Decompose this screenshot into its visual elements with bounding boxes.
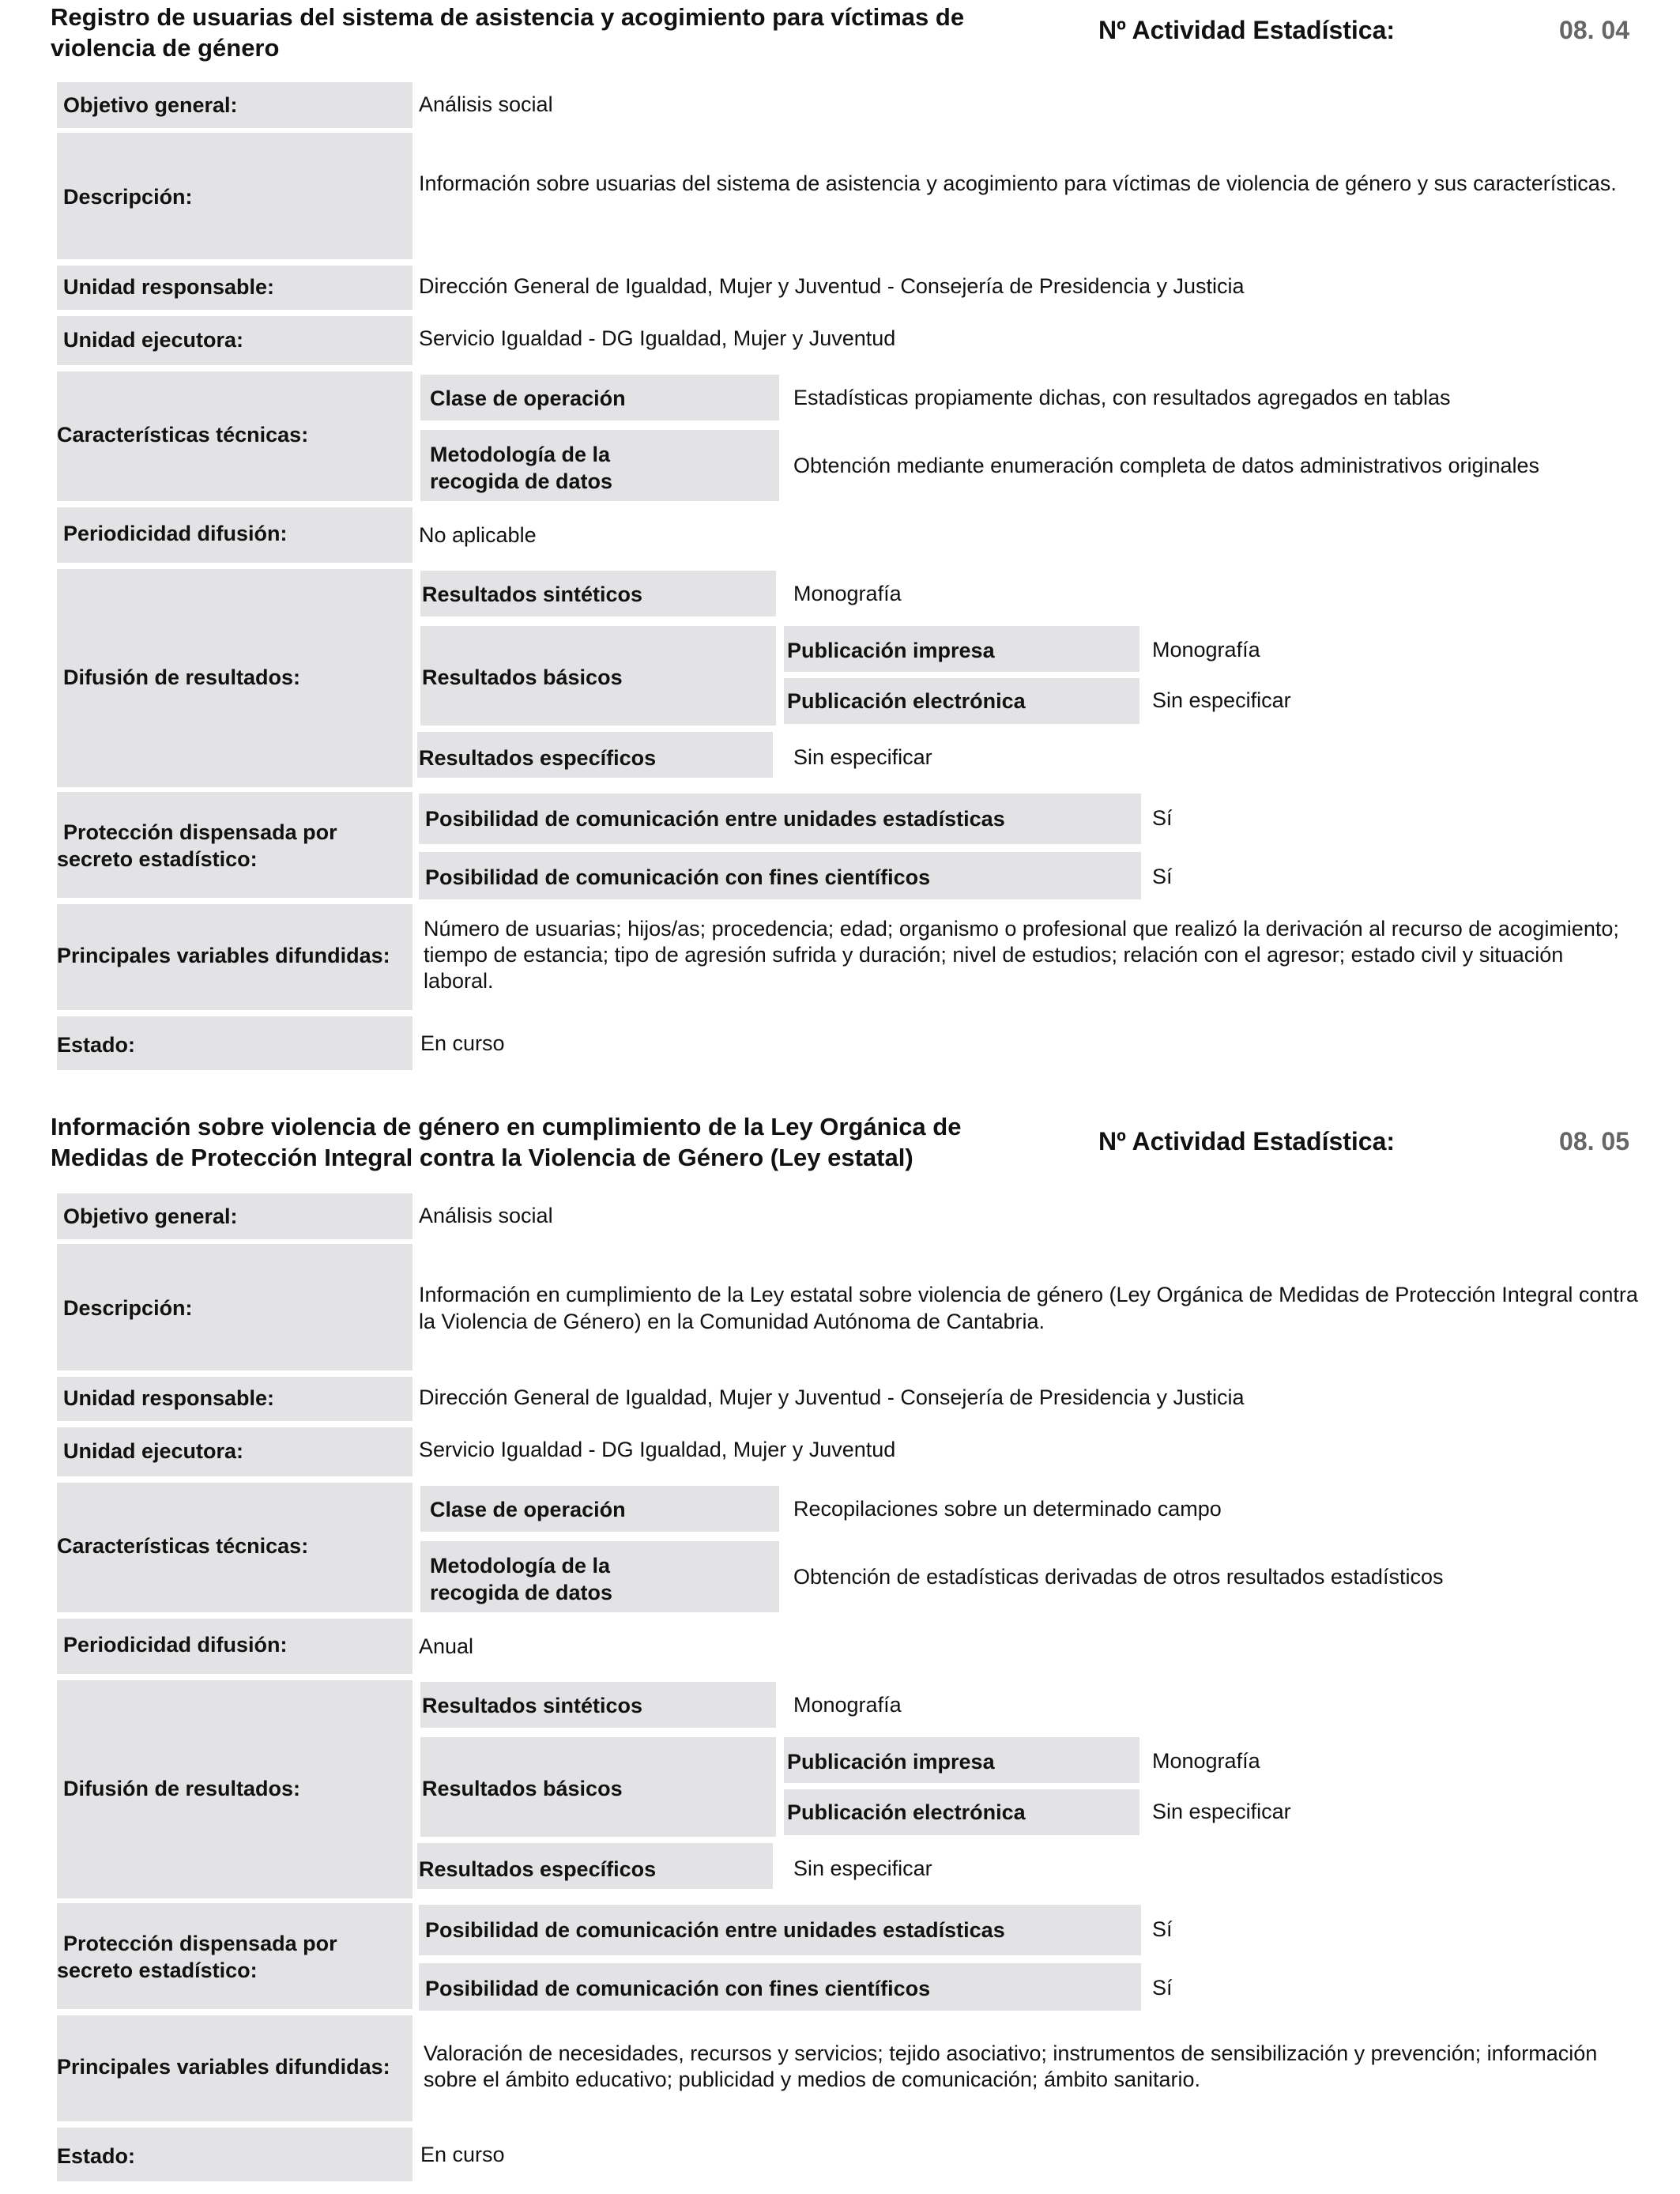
metodologia-value: Obtención mediante enumeración completa de datos administrativos originales xyxy=(793,454,1540,477)
metodologia-value: Obtención de estadísticas derivadas de otros resultados estadísticos xyxy=(793,1565,1444,1589)
variables-label: Principales variables difundidas: xyxy=(57,944,390,967)
especificos-label: Resultados específicos xyxy=(419,746,657,770)
unidad-responsable-label: Unidad responsable: xyxy=(63,1386,275,1410)
com-unidades-value: Sí xyxy=(1152,806,1173,830)
com-unidades-value: Sí xyxy=(1152,1917,1173,1941)
periodicidad-label: Periodicidad difusión: xyxy=(63,522,288,545)
electronica-value: Sin especificar xyxy=(1152,688,1291,712)
descripcion-label: Descripción: xyxy=(63,185,193,209)
clase-value: Recopilaciones sobre un determinado campo xyxy=(793,1497,1222,1521)
activity-number-label: Nº Actividad Estadística: xyxy=(1098,1127,1396,1155)
estado-value: En curso xyxy=(420,1031,505,1055)
com-cientificos-value: Sí xyxy=(1152,865,1173,888)
estado-label: Estado: xyxy=(57,1033,136,1057)
activity-number: 08. 04 xyxy=(1559,16,1629,44)
descripcion-value: Información sobre usuarias del sistema de asistencia y acogimiento para víctimas de violencia de género y sus características. xyxy=(419,172,1617,195)
especificos-value: Sin especificar xyxy=(793,1857,932,1880)
sinteticos-label: Resultados sintéticos xyxy=(422,582,643,606)
basicos-label: Resultados básicos xyxy=(422,1777,623,1800)
com-cientificos-label: Posibilidad de comunicación con fines científicos xyxy=(425,865,931,889)
unidad-ejecutora-value: Servicio Igualdad - DG Igualdad, Mujer y Juventud xyxy=(419,1438,896,1461)
clase-value: Estadísticas propiamente dichas, con resultados agregados en tablas xyxy=(793,386,1451,409)
difusion-label: Difusión de resultados: xyxy=(63,665,301,689)
impresa-label: Publicación impresa xyxy=(787,1750,995,1774)
basicos-label: Resultados básicos xyxy=(422,665,623,689)
proteccion-label: Protección dispensada por secreto estadístico: xyxy=(57,1932,337,1982)
descripcion-label: Descripción: xyxy=(63,1296,193,1320)
clase-label: Clase de operación xyxy=(430,386,626,410)
section-title: Información sobre violencia de género en cumplimiento de la Ley Orgánica de Medidas de Protección Integral contra la Violencia de Género (Ley estatal) xyxy=(51,1113,962,1171)
record-section xyxy=(0,1111,1680,2194)
metodologia-label: Metodología de la recogida de datos xyxy=(430,1554,613,1604)
unidad-ejecutora-label: Unidad ejecutora: xyxy=(63,328,244,352)
sinteticos-value: Monografía xyxy=(793,582,902,605)
com-cientificos-value: Sí xyxy=(1152,1976,1173,2000)
impresa-label: Publicación impresa xyxy=(787,639,995,662)
variables-value: Número de usuarias; hijos/as; procedencia; edad; organismo o profesional que realizó la derivación al recurso de acogimiento; tiempo de estancia; tipo de agresión sufrida y duración; nivel de estudios; relación con el agresor; estado civil y situación laboral. xyxy=(424,917,1619,993)
electronica-label: Publicación electrónica xyxy=(787,1800,1026,1824)
estado-label: Estado: xyxy=(57,2144,136,2168)
activity-number: 08. 05 xyxy=(1559,1127,1629,1155)
periodicidad-label: Periodicidad difusión: xyxy=(63,1633,288,1657)
variables-value: Valoración de necesidades, recursos y servicios; tejido asociativo; instrumentos de sensibilización y prevención; información sobre el ámbito educativo; publicidad y medios de comunicación; ámbito sanitario. xyxy=(424,2041,1598,2091)
sinteticos-label: Resultados sintéticos xyxy=(422,1694,643,1717)
proteccion-label: Protección dispensada por secreto estadístico: xyxy=(57,820,337,871)
clase-label: Clase de operación xyxy=(430,1498,626,1521)
com-cientificos-label: Posibilidad de comunicación con fines científicos xyxy=(425,1977,931,2000)
caracteristicas-label: Características técnicas: xyxy=(57,1534,309,1558)
com-unidades-label: Posibilidad de comunicación entre unidades estadísticas xyxy=(425,1918,1005,1942)
unidad-ejecutora-label: Unidad ejecutora: xyxy=(63,1439,244,1463)
caracteristicas-label: Características técnicas: xyxy=(57,423,309,447)
objetivo-label: Objetivo general: xyxy=(63,1204,238,1228)
difusion-label: Difusión de resultados: xyxy=(63,1777,301,1800)
descripcion-value: Información en cumplimiento de la Ley estatal sobre violencia de género (Ley Orgánica de Medidas de Protección Integral contra la Violencia de Género) en la Comunidad Autónoma de Cantabria. xyxy=(419,1283,1638,1333)
estado-value: En curso xyxy=(420,2143,505,2166)
objetivo-label: Objetivo general: xyxy=(63,93,238,117)
periodicidad-value: Anual xyxy=(419,1634,474,1658)
unidad-responsable-value: Dirección General de Igualdad, Mujer y Juventud - Consejería de Presidencia y Justicia xyxy=(419,1385,1245,1409)
especificos-label: Resultados específicos xyxy=(419,1857,657,1881)
com-unidades-label: Posibilidad de comunicación entre unidades estadísticas xyxy=(425,807,1005,831)
section-title: Registro de usuarias del sistema de asistencia y acogimiento para víctimas de violencia de género xyxy=(51,3,965,62)
electronica-label: Publicación electrónica xyxy=(787,689,1026,713)
sinteticos-value: Monografía xyxy=(793,1693,902,1717)
activity-number-label: Nº Actividad Estadística: xyxy=(1098,16,1396,44)
periodicidad-value: No aplicable xyxy=(419,523,537,547)
especificos-value: Sin especificar xyxy=(793,745,932,769)
metodologia-label: Metodología de la recogida de datos xyxy=(430,443,613,493)
impresa-value: Monografía xyxy=(1152,1749,1260,1773)
impresa-value: Monografía xyxy=(1152,638,1260,662)
variables-label: Principales variables difundidas: xyxy=(57,2055,390,2079)
electronica-value: Sin especificar xyxy=(1152,1800,1291,1823)
unidad-ejecutora-value: Servicio Igualdad - DG Igualdad, Mujer y Juventud xyxy=(419,326,896,350)
unidad-responsable-label: Unidad responsable: xyxy=(63,275,275,299)
objetivo-value: Análisis social xyxy=(419,92,553,116)
objetivo-value: Análisis social xyxy=(419,1204,553,1227)
unidad-responsable-value: Dirección General de Igualdad, Mujer y Juventud - Consejería de Presidencia y Justicia xyxy=(419,274,1245,298)
